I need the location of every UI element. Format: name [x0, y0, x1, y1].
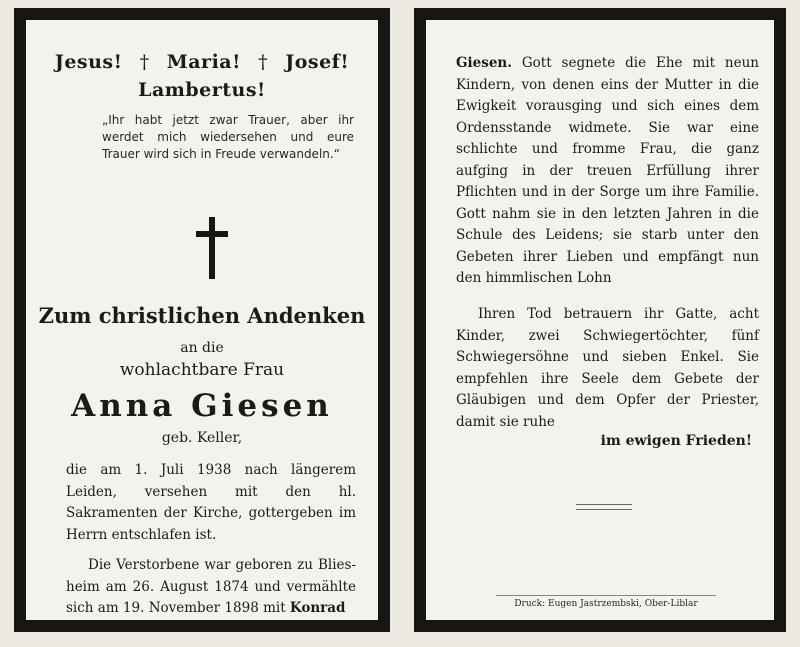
right-panel — [414, 8, 786, 632]
death-paragraph: die am 1. Juli 1938 nach längerem Leiden, versehen mit den hl. Sakramenten der Kirche, gottergeben im Herrn entschlafen ist. — [66, 462, 356, 543]
invocation-josef: Josef! — [285, 51, 350, 73]
cross-icon — [194, 215, 230, 281]
printer-credit: Druck: Eugen Jastrzembski, Ober-Liblar — [496, 595, 716, 609]
dagger-icon: † — [258, 51, 269, 73]
maiden-name: geb. Keller, — [161, 430, 243, 446]
bible-quote: „Ihr habt jetzt zwar Trauer, aber ihr werdet mich wiedersehen und eure Trauer wird sich in Freude verwandeln.“ — [102, 113, 354, 161]
family-paragraph — [456, 53, 759, 290]
biography-paragraph — [66, 555, 356, 620]
invocation-maria: Maria! — [166, 51, 241, 73]
dagger-icon: † — [139, 51, 150, 73]
husband-first-name: Konrad — [289, 600, 346, 616]
invocation — [26, 48, 378, 104]
divider — [576, 504, 632, 510]
deceased-name: Anna Giesen — [71, 388, 333, 424]
left-panel — [14, 8, 390, 632]
family-text: Gott segnete die Ehe mit neun Kindern, von denen eins der Mutter in die Ewigkeit vorausging und sich eines dem Ordensstande widmete. Sie war eine schlichte und fromme Frau, die ganz aufging in der treuen Erfüllung ihrer Pflichten und in der Sorge um ihre Familie. Gott nahm sie in den letzten Jahren in die Schule des Leidens; sie starb unter den Gebeten ihrer Lieben und empfängt nun den himmlischen Lohn — [456, 55, 759, 286]
invocation-lambertus: Lambertus! — [138, 79, 266, 101]
mourners-paragraph: Ihren Tod betrauern ihr Gatte, acht Kinder, zwei Schwiegertöchter, fünf Schwiegersöhne und sieben Enkel. Sie empfehlen ihre Seele dem Gebete der Gläubigen und dem Opfer der Priester, damit sie ruhe — [456, 306, 759, 430]
husband-surname: Giesen. — [456, 55, 512, 71]
an-die: an die — [180, 340, 224, 356]
invocation-jesus: Jesus! — [54, 51, 123, 73]
biography-text: Die Verstorbene war geboren zu Bliesheim am 26. August 1874 und vermählte sich am 19. November 1898 mit — [66, 557, 356, 616]
closing-line: im ewigen Frieden! — [600, 433, 752, 449]
frau-line: wohlachtbare Frau — [119, 360, 285, 380]
memorial-title: Zum christlichen Andenken — [38, 303, 366, 328]
